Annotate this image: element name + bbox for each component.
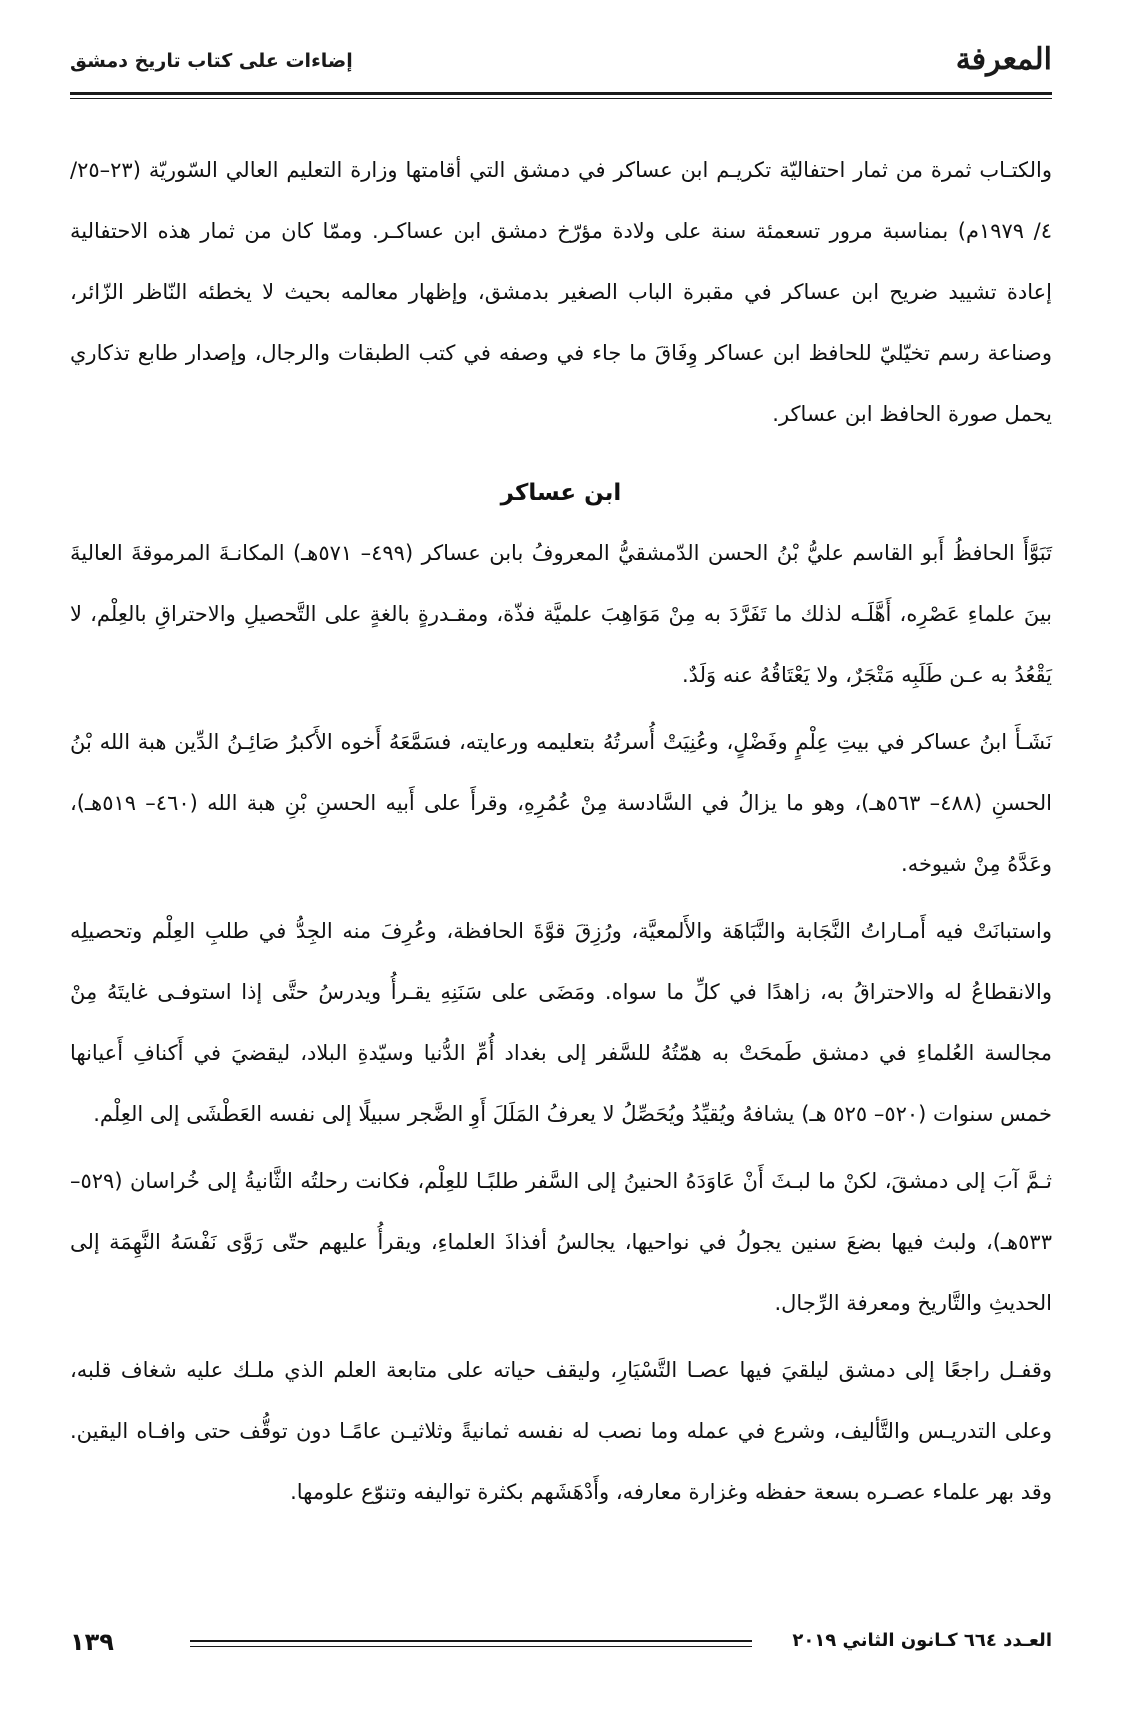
paragraph: وقفـل راجعًا إلى دمشق ليلقيَ فيها عصـا التَّسْيَارِ، وليقف حياته على متابعة العلم الذي ملـك عليه شغاف قلبه، وعلى التدريـس والتَّأليف، وشرع في عمله وما نصب له نفسه ثمانيةً وثلاثيـن عامًـا دون توقُّف حتى وافـاه اليقين. وقد بهر علماء عصـره بسعة حفظه وغزارة معارفه، وأَدْهَشَهم بكثرة تواليفه وتنوّع علومها.	[70, 1358, 1052, 1504]
page-header	[70, 42, 1052, 82]
article-body	[70, 140, 1052, 1523]
issue-label: العـدد ٦٦٤ كـانون الثاني ٢٠١٩	[792, 1630, 1052, 1651]
header-rule	[70, 92, 1052, 95]
magazine-logo: المعرفة	[955, 42, 1052, 77]
paragraph: ثـمَّ آبَ إلى دمشقَ، لكنْ ما لبـثَ أَنْ عَاوَدَهُ الحنينُ إلى السَّفر طلبًـا للعِلْم، فكانت رحلتُه الثَّانيةُ إلى خُراسان (٥٢٩– ٥٣٣هـ)، ولبث فيها بضعَ سنين يجولُ في نواحيها، يجالسُ أفذاذَ العلماءِ، ويقرأُ عليهم حتّى رَوَّى نَفْسَهُ النَّهِمَة إلى الحديثِ والتَّاريخ ومعرفة الرِّجال.	[70, 1169, 1052, 1315]
page-footer	[70, 1628, 1052, 1658]
intro-paragraph: والكتـاب ثمرة من ثمار احتفاليّة تكريـم ابن عساكر في دمشق التي أقامتها وزارة التعليم العالي السّوريّة (٢٣–٢٥/ ٤/ ١٩٧٩م) بمناسبة مرور تسعمئة سنة على ولادة مؤرّخ دمشق ابن عساكـر. وممّا كان من ثمار هذه الاحتفالية إعادة تشييد ضريح ابن عساكر في مقبرة الباب الصغير بدمشق، وإظهار معالمه بحيث لا يخطئه النّاظر الزّائر، وصناعة رسم تخيّليّ للحافظ ابن عساكر وِفَاقَ ما جاء في وصفه في كتب الطبقات والرجال، وإصدار طابع تذكاري يحمل صورة الحافظ ابن عساكر.	[70, 158, 1052, 426]
section-heading: ابن عساكر	[500, 480, 622, 506]
header-rule-thin	[70, 98, 1052, 99]
paragraph: واستبانَتْ فيه أَمـاراتُ النَّجَابة والنَّبَاهَة والأَلمعيَّة، ورُزِقَ قوَّةَ الحافظة، وعُرِفَ منه الجِدُّ في طلبِ العِلْم وتحصيلِه والانقطاعُ له والاحتراقُ به، زاهدًا في كلِّ ما سواه. ومَضَى على سَنَنِهِ يقـرأُ ويدرسُ حتَّى إذا استوفـى غايتَهُ مِنْ مجالسة العُلماءِ في دمشق طَمحَتْ به همّتُهُ للسَّفر إلى بغداد أُمِّ الدُّنيا وسيّدةِ البلاد، ليقضيَ في أَكنافِ أَعيانها خمس سنوات (٥٢٠– ٥٢٥ هـ) يشافهُ ويُقيِّدُ ويُحَصِّلُ لا يعرفُ المَلَلَ أَوِ الضَّجر سبيلًا إلى نفسه العَطْشَى إلى العِلْم.	[70, 919, 1052, 1126]
paragraph: نَشَـأَ ابنُ عساكر في بيتِ عِلْمٍ وفَضْلٍ، وعُنِيَتْ أُسرتُهُ بتعليمه ورعايته، فسَمَّعَهُ أَخوه الأَكبرُ صَائِـنُ الدِّين هبة الله بْنُ الحسنِ (٤٨٨– ٥٦٣هـ)، وهو ما يزالُ في السَّادسة مِنْ عُمُرِهِ، وقرأَ على أَبيه الحسنِ بْنِ هبة الله (٤٦٠– ٥١٩هـ)، وعَدَّهُ مِنْ شيوخه.	[70, 730, 1052, 876]
footer-rule-thin	[190, 1646, 752, 1647]
running-title: إضاءات على كتاب تاريخ دمشق	[70, 50, 353, 72]
footer-rule	[190, 1640, 752, 1642]
page-number: ١٣٩	[70, 1628, 114, 1656]
paragraph: تَبَوَّأَ الحافظُ أَبو القاسم عليُّ بْنُ الحسن الدّمشقيُّ المعروفُ بابن عساكر (٤٩٩– ٥٧١هـ) المكانـةَ المرموقةَ العاليةَ بينَ علماءِ عَصْرِه، أَهَّلَـه لذلك ما تَفَرَّدَ به مِنْ مَوَاهِبَ علميَّة فذّة، ومقـدرةٍ بالغةٍ على التَّحصيلِ والاحتراقِ بالعِلْم، لا يَقْعُدُ به عـن طَلَبِه مَتْجَرٌ، ولا يَعْتَاقُهُ عنه وَلَدٌ.	[70, 541, 1052, 687]
